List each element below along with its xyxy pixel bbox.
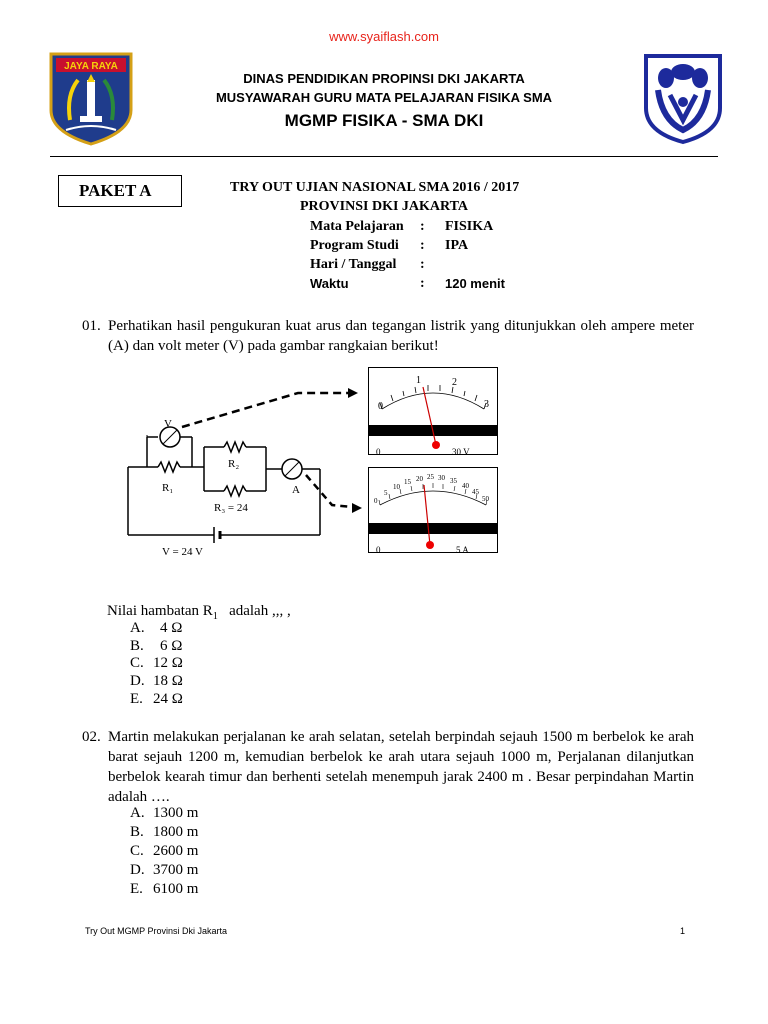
- question-1: [82, 316, 694, 356]
- resistor-r1: [158, 462, 180, 472]
- r3-label: R₃ = 24: [214, 502, 248, 514]
- volt-range-left: 0: [376, 447, 381, 455]
- ammeter-label: A: [292, 484, 300, 496]
- ammeter-dial: [368, 467, 498, 553]
- header-line-3: MGMP FISIKA - SMA DKI: [284, 111, 484, 130]
- q1-option-b-key[interactable]: B.: [130, 638, 144, 654]
- amp-tick-35: 35: [450, 477, 457, 485]
- q2-option-c-value[interactable]: 2600 m: [153, 843, 199, 859]
- page-number: 1: [680, 926, 686, 936]
- amp-needle-pivot: [426, 541, 434, 549]
- amp-tick-50: 50: [482, 495, 489, 503]
- field-colon: :: [420, 276, 425, 291]
- q1-option-d-key[interactable]: D.: [130, 673, 145, 689]
- amp-range-left: 0: [376, 545, 381, 553]
- volt-range-right: 30 V: [452, 447, 470, 455]
- resistor-r2: [224, 442, 246, 452]
- volt-tick-3: 3: [484, 399, 489, 410]
- exam-province: PROVINSI DKI JAKARTA: [300, 199, 469, 214]
- footer-text: Try Out MGMP Provinsi Dki Jakarta: [85, 926, 228, 936]
- field-value-program: IPA: [445, 238, 469, 253]
- q2-option-d-value[interactable]: 3700 m: [153, 862, 199, 878]
- crest-text: JAYA RAYA: [64, 61, 118, 72]
- q2-option-a-key[interactable]: A.: [130, 805, 145, 821]
- q2-option-d-key[interactable]: D.: [130, 862, 145, 878]
- q1-option-a-key[interactable]: A.: [130, 620, 145, 636]
- q2-option-e-key[interactable]: E.: [130, 881, 143, 897]
- question-text: Martin melakukan perjalanan ke arah selatan, setelah berpindah sejauh 1500 m berbelok ke arah barat sejauh 1200 m, kemudian berbelok ke arah utara sejauh 1000 m, Perjalanan dilanjutkan berbelok kearah timur dan berhenti setelah menempuh jarak 2400 m . Besar perpindahan Martin adalah ….: [108, 729, 694, 805]
- r1-label: R₁: [162, 482, 174, 494]
- field-label-date: Hari / Tanggal: [310, 257, 397, 272]
- field-colon: :: [420, 219, 425, 234]
- question-text: Perhatikan hasil pengukuran kuat arus dan tegangan listrik yang ditunjukkan oleh ampere meter (A) dan volt meter (V) pada gambar rangkaian berikut!: [108, 318, 694, 354]
- source-label: V = 24 V: [162, 546, 203, 555]
- field-value-time: 120 menit: [445, 276, 505, 291]
- field-colon: :: [420, 238, 425, 253]
- amp-range-right: 5 A: [456, 545, 469, 553]
- q1-option-d-value[interactable]: 18 Ω: [153, 673, 183, 689]
- q1-option-b-value[interactable]: 6 Ω: [160, 638, 183, 654]
- amp-tick-40: 40: [462, 482, 469, 490]
- jakarta-crest-logo: [48, 50, 134, 146]
- amp-tick-0: 0: [374, 497, 378, 505]
- amp-tick-5: 5: [384, 489, 388, 497]
- q2-option-c-key[interactable]: C.: [130, 843, 144, 859]
- question-2: [82, 727, 694, 807]
- volt-needle-pivot: [432, 441, 440, 449]
- voltmeter-label: V: [164, 418, 172, 430]
- header-divider: [50, 156, 718, 157]
- amp-tick-30: 30: [438, 474, 445, 482]
- r2-label: R₂: [228, 458, 240, 470]
- volt-tick-2: 2: [452, 377, 457, 388]
- paket-label: PAKET A: [58, 175, 182, 207]
- amp-tick-25: 25: [427, 473, 434, 481]
- q1-option-c-value[interactable]: 12 Ω: [153, 655, 183, 671]
- question-number: 02.: [82, 729, 101, 745]
- question-number: 01.: [82, 318, 101, 334]
- amp-tick-15: 15: [404, 478, 411, 486]
- q2-option-e-value[interactable]: 6100 m: [153, 881, 199, 897]
- q1-option-e-value[interactable]: 24 Ω: [153, 691, 183, 707]
- prompt-text-end: adalah ,,, ,: [217, 603, 291, 619]
- resistor-r3: [224, 486, 246, 496]
- q2-option-b-key[interactable]: B.: [130, 824, 144, 840]
- voltmeter-dial: [368, 367, 498, 455]
- exam-title: TRY OUT UJIAN NASIONAL SMA 2016 / 2017: [230, 180, 520, 195]
- amp-tick-45: 45: [472, 488, 479, 496]
- prompt-subscript: 1: [212, 611, 218, 622]
- field-value-subject: FISIKA: [445, 219, 494, 234]
- q2-option-b-value[interactable]: 1800 m: [153, 824, 199, 840]
- q1-option-c-key[interactable]: C.: [130, 655, 144, 671]
- site-url[interactable]: www.syaiflash.com: [329, 29, 439, 44]
- tut-wuri-logo: [640, 50, 726, 146]
- amp-tick-20: 20: [416, 475, 423, 483]
- field-label-subject: Mata Pelajaran: [310, 219, 404, 234]
- header-line-2: MUSYAWARAH GURU MATA PELAJARAN FISIKA SMA: [215, 90, 553, 105]
- field-label-program: Program Studi: [310, 238, 399, 253]
- q1-option-e-key[interactable]: E.: [130, 691, 143, 707]
- prompt-text: Nilai hambatan R: [107, 603, 213, 619]
- volt-tick-1: 1: [416, 375, 421, 386]
- amp-tick-10: 10: [393, 483, 400, 491]
- q2-option-a-value[interactable]: 1300 m: [153, 805, 199, 821]
- volt-tick-0: 0: [378, 401, 383, 412]
- q1-option-a-value[interactable]: 4 Ω: [160, 620, 183, 636]
- field-label-time: Waktu: [310, 276, 349, 291]
- header-line-1: DINAS PENDIDIKAN PROPINSI DKI JAKARTA: [243, 71, 525, 86]
- field-colon: :: [420, 257, 425, 272]
